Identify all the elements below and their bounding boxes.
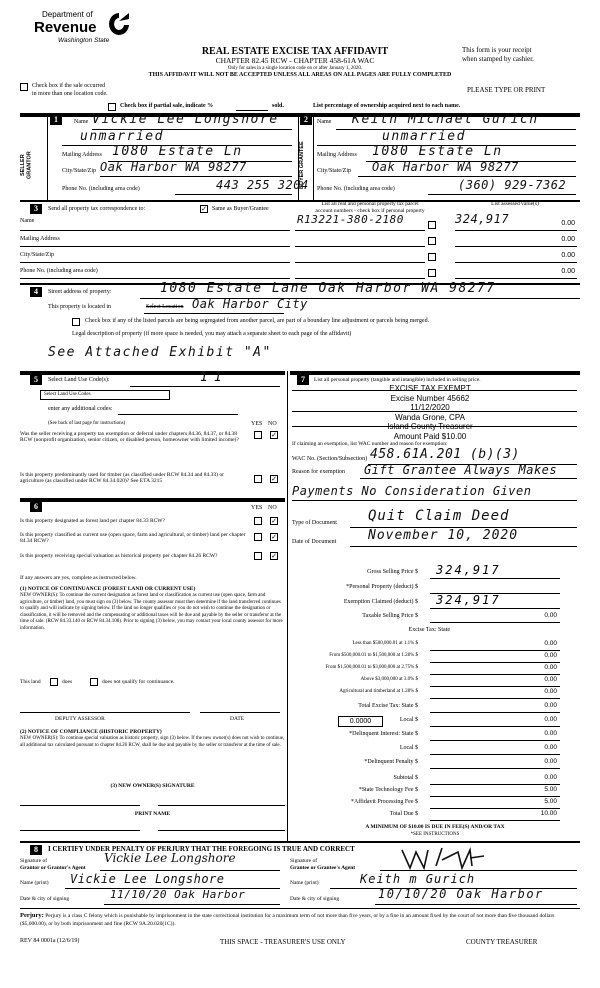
wac-value[interactable]: 458.61A.201 (b)(3): [370, 447, 520, 462]
location-value[interactable]: Oak Harbor City: [192, 297, 308, 311]
treasurer-use: THIS SPACE - TREASURER'S USE ONLY: [220, 938, 346, 946]
pp-line-2: [292, 411, 577, 412]
logo-state: Washington State: [58, 37, 110, 44]
tax-row-label: *Delinquent Penalty $: [364, 759, 418, 765]
tax-row-label: Subtotal $: [393, 775, 418, 781]
logo: [20, 8, 135, 58]
tax-row-value[interactable]: 0.00: [430, 640, 560, 651]
historic-text: NEW OWNER(S): To continue special valuation as historic property, sign (3) below. If the new owner(s) does not wish to continue, all additional tax calculated pursuant to chapter 84.26 RCW, shall be due and payable by the seller or transferor at the time of sale.: [20, 736, 285, 748]
tax-row-label: Above $3,000,000 at 3.0% $: [360, 677, 418, 682]
tax-row: [290, 652, 560, 664]
stamp-line-6: Amount Paid $10.00: [393, 431, 467, 441]
partial-sale-percent-input[interactable]: [236, 103, 268, 111]
partial-sale-sold: sold.: [272, 103, 284, 109]
doc-type-value[interactable]: Quit Claim Deed: [368, 508, 510, 524]
parcel-header-2: account numbers - check box if personal property: [315, 208, 425, 214]
assessed-line-4: [455, 278, 577, 279]
tax-row: [290, 676, 560, 688]
send-correspondence-label: Send all property tax correspondence to:: [48, 206, 146, 212]
grantor-name[interactable]: Vickie Lee Longshore: [70, 872, 225, 886]
tax-row-value[interactable]: 5.00: [430, 786, 560, 797]
same-as-buyer-checkbox[interactable]: ✓: [201, 205, 207, 213]
personal-property-checkbox-2[interactable]: [428, 237, 436, 245]
tax-row-label: *Personal Property (deduct) $: [346, 584, 418, 590]
deputy-line: [20, 712, 190, 713]
stamp-line-1: EXCISE TAX EXEMPT: [389, 384, 471, 393]
assessed-value-2[interactable]: 0.00: [561, 236, 575, 243]
s3-mailing-label: Mailing Address: [20, 236, 60, 242]
tax-row: [290, 786, 560, 798]
pp-line-1: [292, 390, 577, 391]
tax-row: [290, 798, 560, 810]
select-location-struck: Select Location: [146, 304, 184, 310]
tax-row-value[interactable]: 324,917: [430, 564, 560, 579]
doc-type-label: Type of Document: [292, 520, 337, 526]
legal-description[interactable]: See Attached Exhibit "A": [48, 345, 272, 360]
seller-mailing-label: Mailing Address: [62, 152, 102, 158]
tax-row-value[interactable]: 0.00: [430, 744, 560, 755]
land-use-select[interactable]: [40, 390, 170, 400]
parcel-line-3: [295, 262, 425, 263]
section1-number: 1: [50, 115, 62, 125]
assessed-header: List assessed value(s): [491, 201, 539, 207]
street-address-label: Street address of property:: [48, 289, 112, 295]
seller-city-label: City/State/Zip: [62, 168, 96, 174]
tax-row: [290, 774, 560, 786]
tax-row-label: Agricultural and timberland at 1.28% $: [339, 689, 418, 694]
section8-bar: [20, 841, 580, 843]
owner-signature-title: (3) NEW OWNER(S) SIGNATURE: [110, 783, 195, 789]
s6-q2-yes[interactable]: [254, 533, 262, 541]
land-does-label: does: [62, 679, 73, 685]
tax-row-value[interactable]: 0.00: [430, 702, 560, 713]
grantor-date[interactable]: 11/10/20 Oak Harbor: [110, 888, 246, 901]
reason-label: Reason for exemption: [292, 469, 345, 475]
section6-number: 6: [30, 502, 42, 512]
local-rate-box[interactable]: [338, 716, 383, 727]
multi-location-checkbox[interactable]: [20, 83, 28, 91]
tax-row-label: *Delinquent Interest: State $: [349, 731, 418, 737]
tax-row-value[interactable]: 0.00: [430, 676, 560, 687]
tax-row: [290, 716, 560, 728]
tax-row: [290, 612, 560, 624]
tax-row-label: Gross Selling Price $: [367, 569, 418, 575]
assessed-value-3[interactable]: 0.00: [561, 252, 575, 259]
receipt-note-1: This form is your receipt: [462, 46, 532, 54]
section3-number: 3: [30, 204, 42, 214]
tax-row-value[interactable]: 0.00: [430, 730, 560, 741]
s5-question-2: Is this property predominantly used for timber (as classified under RCW 84.34 and 84.33) or agriculture (as classified under RCW 84.34.020)? See ETA 3215: [20, 472, 224, 485]
tax-row-value[interactable]: 10.00: [430, 810, 560, 821]
ownership-list-label: List percentage of ownership acquired next to each name.: [313, 103, 461, 109]
stamp-line-2: Excise Number 45662: [390, 393, 470, 403]
grantee-signature-scrawl[interactable]: [398, 846, 488, 872]
reason-value-1[interactable]: Gift Grantee Always Makes: [364, 463, 558, 477]
s5-no-header: NO: [268, 421, 277, 427]
assessed-value-1-cents: 0.00: [561, 220, 575, 227]
located-in-label: This property is located in: [48, 304, 111, 310]
tax-row-label: Exemption Claimed (deduct) $: [343, 599, 418, 605]
land-use-code[interactable]: 11: [200, 370, 228, 385]
tax-row: [290, 626, 560, 638]
personal-property-checkbox-3[interactable]: [428, 253, 436, 261]
additional-codes-label: enter any additional codes:: [48, 406, 113, 412]
s3-name-line: [20, 230, 290, 231]
s3-phone-label: Phone No. (including area code): [20, 268, 98, 274]
s6-q3-no[interactable]: ✓: [271, 552, 277, 560]
tax-row-label: Total Due $: [389, 811, 418, 817]
form-number: REV 84 0001a (12/6/19): [20, 938, 80, 944]
seller-city[interactable]: Oak Harbor WA 98277: [100, 160, 247, 174]
tax-row: [290, 640, 560, 652]
land-use-label: Select Land Use Code(s):: [48, 377, 110, 383]
tax-row: [290, 744, 560, 756]
tax-row-value[interactable]: 0.00: [430, 652, 560, 663]
form-note: Only for sales in a single location code on or after January 1, 2020.: [227, 66, 363, 71]
boundary-label: Check box if any of the listed parcels are being segregated from another parcel, are part of a boundary line adjustment or parcels being merged.: [85, 318, 430, 324]
grantor-sig-line: [100, 870, 280, 871]
grantee-sig-line: [380, 870, 577, 871]
tax-row-value[interactable]: 0.00: [430, 612, 560, 623]
buyer-city-line: [358, 176, 576, 177]
seller-side-label: SELLER GRANTOR: [20, 151, 33, 179]
grantee-name-label: Name (print): [290, 880, 319, 886]
perjury-text: Perjury is a class C felony which is punishable by imprisonment in the state correctional institution for a maximum term of not more than five years, or by a fine in an amount fixed by the court of not more than five thousand dollars ($5,000.00), or by both imprisonment and fine (RCW 9A.20.020(1C)).: [20, 913, 555, 927]
deputy-assessor-label: DEPUTY ASSESSOR: [55, 716, 105, 722]
tax-row-label: Less than $500,000.01 at 1.1% $: [352, 641, 418, 646]
seller-side-border: [47, 117, 48, 201]
land-does-checkbox[interactable]: [50, 678, 58, 686]
seller-name[interactable]: Vickie Lee Longshore: [92, 112, 279, 127]
buyer-city-label: City/State/Zip: [317, 168, 351, 174]
street-address[interactable]: 1080 Estate Lane Oak Harbor WA 98277: [160, 281, 496, 296]
s5-s7-divider: [287, 371, 288, 841]
continuance-title: (1) NOTICE OF CONTINUANCE (FOREST LAND OR CURRENT USE): [20, 586, 196, 592]
seller-phone[interactable]: 443 255 3204: [216, 178, 309, 192]
this-land-label: This land: [20, 679, 41, 685]
buyer-phone-line: [428, 194, 576, 195]
boundary-checkbox[interactable]: [72, 318, 80, 326]
s5-q2-yes[interactable]: [254, 475, 262, 483]
buyer-name-2[interactable]: unmarried: [382, 129, 466, 144]
s5-q1-yes[interactable]: [254, 431, 262, 439]
tax-row: [290, 702, 560, 714]
doc-date-label: Date of Document: [292, 539, 337, 545]
seller-phone-line: [175, 194, 292, 195]
section6-bar: [20, 498, 285, 502]
receipt-note-2: when stamped by cashier.: [462, 55, 534, 63]
county-treasurer: COUNTY TREASURER: [466, 938, 538, 946]
deputy-date-label: DATE: [230, 716, 245, 722]
grantor-name-label: Name (print): [20, 880, 49, 886]
s6-yes-header: YES: [251, 505, 263, 511]
exemption-note: If claiming an exemption, list WAC number and reason for exemption:: [292, 441, 448, 447]
form-warning: THIS AFFIDAVIT WILL NOT BE ACCEPTED UNLESS ALL AREAS ON ALL PAGES ARE FULLY COMPLETED: [148, 72, 452, 78]
s6-q1-no[interactable]: ✓: [271, 517, 277, 525]
tax-row: [290, 810, 560, 822]
s3-mailing-line: [20, 246, 290, 247]
wac-label: WAC No. (Section/Subsection): [292, 456, 368, 462]
tax-row-value[interactable]: 5.00: [430, 798, 560, 809]
grantee-signature: [0, 0, 1, 1]
perjury-label: Perjury:: [20, 912, 44, 919]
buyer-side-border: [313, 117, 314, 201]
deputy-date-line: [200, 712, 280, 713]
section7-bar: [290, 371, 580, 375]
section4-number: 4: [30, 287, 42, 297]
tax-row-label: *Affidavit Processing Fee $: [350, 799, 418, 805]
historic-title: (2) NOTICE OF COMPLIANCE (HISTORIC PROPERTY): [20, 729, 162, 735]
s6-question-3: Is this property receiving special valuation as historical property per chapter 84.26 RCW?: [20, 553, 218, 559]
perjury-notice: [20, 912, 580, 928]
s3-name-label: Name: [20, 218, 35, 224]
owner-signature-line-2: [158, 805, 285, 806]
tax-row-label: Excise Tax: State: [408, 627, 450, 633]
assessed-value-1[interactable]: 324,917: [455, 212, 510, 226]
personal-property-header: List all personal property (tangible and intangible) included in selling price.: [314, 377, 481, 383]
parcel-number[interactable]: R13221-380-2180: [297, 213, 404, 226]
section5-number: 5: [30, 375, 42, 385]
seller-name-2[interactable]: unmarried: [80, 129, 164, 144]
grantor-sig-label-2: Grantor or Grantor's Agent: [20, 865, 86, 871]
s6-q3-yes[interactable]: [254, 552, 262, 560]
stamp-line-4: Wanda Grone, CPA: [395, 412, 465, 422]
land-use-select-text: Select Land Use Codes: [44, 392, 91, 397]
tax-row-value[interactable]: 324,917: [430, 594, 560, 609]
section7-number: 7: [297, 375, 309, 385]
buyer-side-label: BUYER GRANTEE: [299, 141, 305, 189]
assessed-line-1: [455, 230, 577, 231]
tax-row: [290, 664, 560, 676]
multi-location-label-1: Check box if the sale occurred: [32, 83, 106, 89]
owner-signature-line-1: [20, 805, 140, 806]
grantor-date-label: Date & city of signing: [20, 896, 70, 902]
local-rate-value: 0.0000: [349, 718, 372, 725]
location-line: [144, 313, 284, 314]
tax-row-label: Local $: [399, 745, 418, 751]
tax-row-label: Taxable Selling Price $: [362, 613, 418, 619]
s6-question-1: Is this property designated as forest land per chapter 84.33 RCW?: [20, 518, 165, 524]
tax-row-value[interactable]: 0.00: [430, 664, 560, 675]
seller-mailing[interactable]: 1080 Estate Ln: [112, 144, 243, 159]
tax-row: [290, 730, 560, 742]
please-type: PLEASE TYPE OR PRINT: [467, 86, 546, 94]
buyer-name[interactable]: Keith Michael Gurich: [352, 112, 539, 127]
tax-row: [290, 758, 560, 770]
parcel-header-1: List all real and personal property tax parcel: [321, 201, 419, 207]
personal-property-checkbox-4[interactable]: [428, 269, 436, 277]
grantee-sig-label-2: Grantee or Grantee's Agent: [290, 865, 356, 871]
certify-statement: I CERTIFY UNDER PENALTY OF PERJURY THAT THE FOREGOING IS TRUE AND CORRECT: [48, 845, 355, 853]
assessed-line-3: [455, 262, 577, 263]
s6-question-2: Is this property classified as current use (open space, farm and agricultural, or timber) land per chapter 84.34 RCW?: [20, 532, 246, 545]
print-name-line-1: [20, 830, 140, 831]
partial-sale-checkbox[interactable]: [108, 103, 116, 111]
reason-line-2: [292, 500, 577, 501]
land-use-line: [130, 386, 280, 387]
logo-dept: Department of: [42, 10, 93, 19]
reason-value-2[interactable]: Payments No Consideration Given: [292, 484, 532, 498]
buyer-mailing-label: Mailing Address: [317, 152, 357, 158]
partial-sale-label: Check box if partial sale, indicate %: [120, 103, 214, 109]
print-name-title: PRINT NAME: [134, 811, 171, 817]
grantee-date-line: [375, 904, 577, 905]
buyer-city[interactable]: Oak Harbor WA 98277: [372, 160, 519, 174]
form-subtitle: CHAPTER 82.45 RCW - CHAPTER 458-61A WAC: [215, 56, 375, 65]
s3-city-line: [20, 262, 290, 263]
s6-q1-yes[interactable]: [254, 517, 262, 525]
logo-swoosh-icon: [107, 11, 131, 37]
seller-city-line: [100, 176, 292, 177]
tax-row-value[interactable]: 0.00: [430, 716, 560, 727]
s6-q2-no[interactable]: ✓: [271, 533, 277, 541]
assessed-line-2: [455, 246, 577, 247]
see-instructions-note: *SEE INSTRUCTIONS: [410, 832, 460, 837]
stamp-line-3: 11/12/2020: [410, 403, 450, 413]
tax-row-label: From $500,000.01 to $1,500,000 at 1.28% $: [329, 653, 418, 658]
s5-yes-header: YES: [251, 421, 263, 427]
legal-description-label: Legal description of property (if more space is needed, you may attach a separate sheet to each page of the affidavit): [72, 331, 352, 337]
grantee-name[interactable]: Keith m Gurich: [360, 872, 476, 886]
doc-date-value[interactable]: November 10, 2020: [368, 528, 519, 543]
section5-bar: [20, 371, 285, 375]
land-does-not-checkbox[interactable]: [90, 678, 98, 686]
tax-row-value[interactable]: 0.00: [430, 688, 560, 699]
tax-row-label: From $1,500,000.01 to $3,000,000 at 2.75% $: [325, 665, 418, 670]
doc-date-line: [350, 546, 577, 547]
print-name-line-2: [158, 830, 285, 831]
tax-row: [290, 593, 560, 610]
multi-location-label-2: in more than one location code.: [32, 91, 108, 97]
see-back-label: (See back of last page for instructions): [48, 421, 126, 426]
exempt-stamp: [330, 384, 530, 442]
s3-phone-line: [20, 278, 290, 279]
s5-q2-no[interactable]: ✓: [271, 475, 277, 483]
tax-row-label: *State Technology Fee $: [358, 787, 418, 793]
reason-line-1: [360, 478, 577, 479]
seller-name-label: Name: [74, 119, 89, 125]
stamp-line-5: Island County Treasurer: [387, 422, 473, 432]
land-does-not-label: does not qualify for continuance.: [102, 679, 175, 685]
grantor-signature[interactable]: Vickie Lee Longshore: [104, 851, 236, 865]
form-title: REAL ESTATE EXCISE TAX AFFIDAVIT: [201, 46, 389, 57]
tax-row-value[interactable]: 0.00: [430, 758, 560, 769]
grantee-date-label: Date & city of signing: [290, 896, 340, 902]
s5-q1-no[interactable]: ✓: [271, 431, 277, 439]
continuance-text: NEW OWNER(S): To continue the current designation as forest land or classification as current use (open space, farm and agriculture, or timber) land, you must sign on (3) below. The county assessor must then determine if the land transferred continues to qualify and will indicate by signing below. If the land no longer qualifies or you do not wish to continue the designation or classification, it will be removed and the compensating or additional taxes will be due and payable by the seller or transferor at the time of sale. (RCW 84.33.140 or RCW 84.34.108). Prior to signing (3) below, you may contact your local county assessor for more information.: [20, 593, 283, 631]
seller-phone-label: Phone No. (including area code): [62, 186, 140, 192]
parcel-line-1: [295, 230, 425, 231]
section2-number: 2: [300, 115, 312, 125]
buyer-mailing[interactable]: 1080 Estate Ln: [372, 144, 503, 159]
tax-row: [290, 688, 560, 700]
parcel-line-4: [295, 278, 425, 279]
parcel-line-2: [295, 246, 425, 247]
grantee-date[interactable]: 10/10/20 Oak Harbor: [378, 887, 544, 901]
footer-top-line: [20, 908, 580, 909]
s5-question-1: Was the seller receiving a property tax exemption or deferral under chapters 84.36, 84.37, or 84.38 RCW (nonprofit organization, senior citizen, or disabled person, homeowner with limited income)?: [20, 431, 239, 444]
buyer-name-label: Name: [317, 119, 332, 125]
minimum-due-note: A MINIMUM OF $10.00 IS DUE IN FEE(S) AND/OR TAX: [365, 824, 505, 830]
additional-codes-line: [118, 414, 238, 415]
tax-row-label: Local $: [399, 717, 418, 723]
grantor-date-line: [104, 904, 280, 905]
tax-row: [290, 563, 560, 580]
tax-row-label: Total Excise Tax: State $: [358, 703, 418, 709]
grantee-sig-label-1: Signature of: [290, 858, 318, 864]
buyer-phone[interactable]: (360) 929-7362: [458, 178, 567, 192]
if-yes-label: If any answers are yes, complete as instructed below.: [20, 575, 137, 581]
pp-line-3: [292, 426, 577, 427]
section8-number: 8: [30, 845, 42, 855]
tax-row-value[interactable]: 0.00: [430, 774, 560, 785]
logo-name: Revenue: [34, 19, 97, 36]
grantor-sig-label-1: Signature of: [20, 858, 48, 864]
personal-property-checkbox-1[interactable]: [428, 221, 436, 229]
same-as-buyer-label: Same as Buyer/Grantee: [212, 206, 269, 212]
s3-city-label: City/State/Zip: [20, 252, 54, 258]
buyer-phone-label: Phone No. (including area code): [317, 186, 395, 192]
s6-no-header: NO: [268, 505, 277, 511]
assessed-value-4[interactable]: 0.00: [561, 268, 575, 275]
